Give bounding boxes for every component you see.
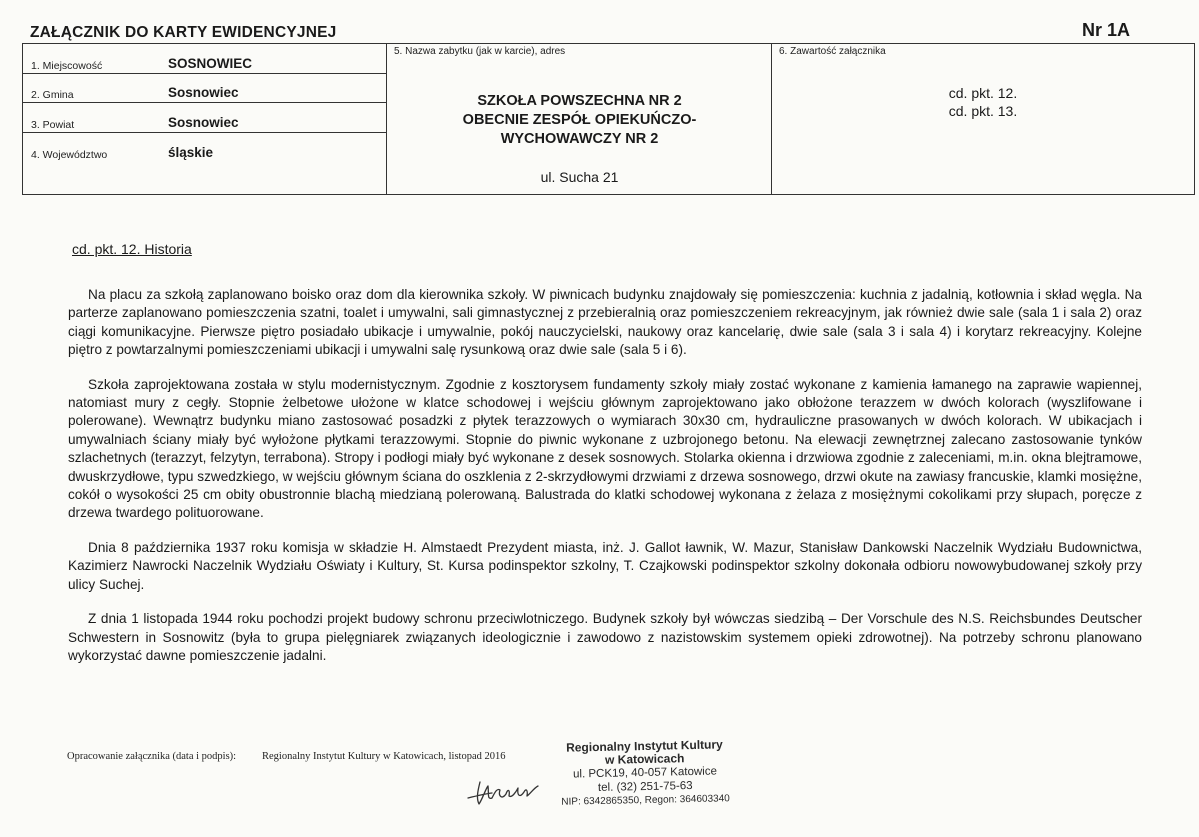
gmina-label: 2. Gmina <box>31 89 74 101</box>
monument-name <box>387 92 772 149</box>
powiat-label: 3. Powiat <box>31 119 75 131</box>
powiat-value: Sosnowiec <box>168 115 239 130</box>
contents-item-1: cd. pkt. 12. <box>948 85 1018 101</box>
paragraph-2: Szkoła zaprojektowana została w stylu modernistycznym. Zgodnie z kosztorysem fundamenty szkoły miały zostać wykonane z kamienia łamanego na zaprawie wapiennej, natomiast mury z cegły. Stopnie żelbetowe ułożone w klatce schodowej i wejściu głównym zaprojektowano jako obłożone terazzem w dwóch kolorach (wyszlifowane i polerowane). Wewnątrz budynku miano zastosować posadzki z płytek terazzowych o wymiarach 30x30 cm, hydrauliczne prasowanych w dwóch kolorach. W ubikacjach i umywalniach ściany miały być wyłożone płytkami terazzowymi. Stopnie do piwnic wykonane z uzbrojonego betonu. Na elewacji zewnętrznej zalecano zastosowanie tynków szlachetnych (terazzyt, felzytyn, terrabona). Stropy i podłogi miały być wykonane z desek sosnowych. Stolarka okienna i drzwiowa zgodnie z zaleceniami, m.in. okna blejtramowe, dwuskrzydłowe, typu szwedzkiego, w wejściu głównym ściana do oszklenia z 2-skrzydłowymi drzwiami z drzewa sosnowego, drzwi okute na zawiasy francuskie, klamki mosiężne, cokół o wysokości 25 cm obity obustronnie blachą miedzianą polerowaną. Balustrada do klatki schodowej wykonana z żelaza z mosiężnymi cokolikami przy słupach, poręcze z drzewa twardego polituorowane. <box>68 376 1142 521</box>
stamp-line-1: Regionalny Instytut Kultury <box>565 737 723 755</box>
row-miejscowosc <box>23 44 387 74</box>
miejscowosc-label: 1. Miejscowość <box>31 60 103 72</box>
gmina-value: Sosnowiec <box>168 85 239 100</box>
footer-label: Opracowanie załącznika (data i podpis): <box>67 751 237 762</box>
footer-credit: Regionalny Instytut Kultury w Katowicach, listopad 2016 <box>262 751 506 762</box>
wojewodztwo-value: śląskie <box>168 145 214 160</box>
monument-label: 5. Nazwa zabytku (jak w karcie), adres <box>394 46 566 57</box>
monument-name-line1: SZKOŁA POWSZECHNA NR 2 <box>477 93 682 109</box>
stamp-line-3: ul. PCK19, 40-057 Katowice <box>572 765 718 781</box>
wojewodztwo-label: 4. Województwo <box>31 149 108 161</box>
stamp-line-2: w Katowicach <box>604 751 685 767</box>
location-column <box>23 44 387 194</box>
paragraph-4: Z dnia 1 listopada 1944 roku pochodzi projekt budowy schronu przeciwlotniczego. Budynek szkoły był wówczas siedzibą – Der Vorschule des N.S. Reichsbundes Deutscher Schwestern in Sosnowitz (była to grupa pielęgniarek związanych ideologicznie i zawodowo z nazistowskim systemem opieki zdrowotnej). Na potrzeby schronu planowano wykorzystać dawne pomieszczenie jadalni. <box>68 611 1142 663</box>
history-text <box>68 286 1142 681</box>
paragraph-1: Na placu za szkołą zaplanowano boisko oraz dom dla kierownika szkoły. W piwnicach budynku znajdowały się pomieszczenia: kuchnia z jadalnią, kotłownia i skład węgla. Na parterze zaplanowano pomieszczenia szatni, toalet i umywalni, sali gimnastycznej z przebieralnią oraz pomieszczeniem rekreacyjnym, jak również dwie sale (sala 1 i sala 2) oraz ciągi komunikacyjne. Pierwsze piętro posiadało ubikacje i umywalnie, pokój nauczycielski, naukowy oraz kancelarię, dwie sale (sala 3 i sala 4) i korytarz rekreacyjny. Kolejne piętro z powtarzalnymi pomieszczeniami ubikacji i umywalni salę rysunkową oraz dwie sale (sala 5 i 6). <box>68 287 1142 358</box>
monument-name-line3: WYCHOWAWCZY NR 2 <box>500 131 659 147</box>
contents-label: 6. Zawartość załącznika <box>779 46 886 57</box>
document-title: ZAŁĄCZNIK DO KARTY EWIDENCYJNEJ <box>30 24 337 41</box>
row-gmina <box>23 74 387 103</box>
contents-list <box>772 84 1194 120</box>
section-heading: cd. pkt. 12. Historia <box>72 241 192 257</box>
institution-stamp <box>544 737 745 809</box>
contents-column <box>772 44 1194 194</box>
monument-column <box>387 44 772 194</box>
miejscowosc-value: SOSNOWIEC <box>168 56 253 71</box>
monument-address: ul. Sucha 21 <box>540 169 619 185</box>
row-powiat <box>23 103 387 133</box>
monument-name-line2: OBECNIE ZESPÓŁ OPIEKUŃCZO- <box>462 112 697 128</box>
header-table <box>22 43 1195 195</box>
contents-item-2: cd. pkt. 13. <box>948 103 1018 119</box>
stamp-line-5: NIP: 6342865350, Regon: 364603340 <box>561 793 730 808</box>
row-wojewodztwo <box>23 133 387 194</box>
stamp-line-4: tel. (32) 251-75-63 <box>597 780 693 794</box>
attachment-number: Nr 1A <box>1082 20 1131 40</box>
paragraph-3: Dnia 8 października 1937 roku komisja w składzie H. Almstaedt Prezydent miasta, inż. J. Gallot ławnik, W. Mazur, Stanisław Dankowski Naczelnik Wydziału Budownictwa, Kazimierz Nawrocki Naczelnik Wydziału Oświaty i Kultury, St. Kursa podinspektor szkolny, T. Czajkowski podinspektor szkolny dokonała odbioru nowowybudowanej szkoły przy ulicy Suchej. <box>68 539 1142 592</box>
signature-icon <box>462 768 542 810</box>
